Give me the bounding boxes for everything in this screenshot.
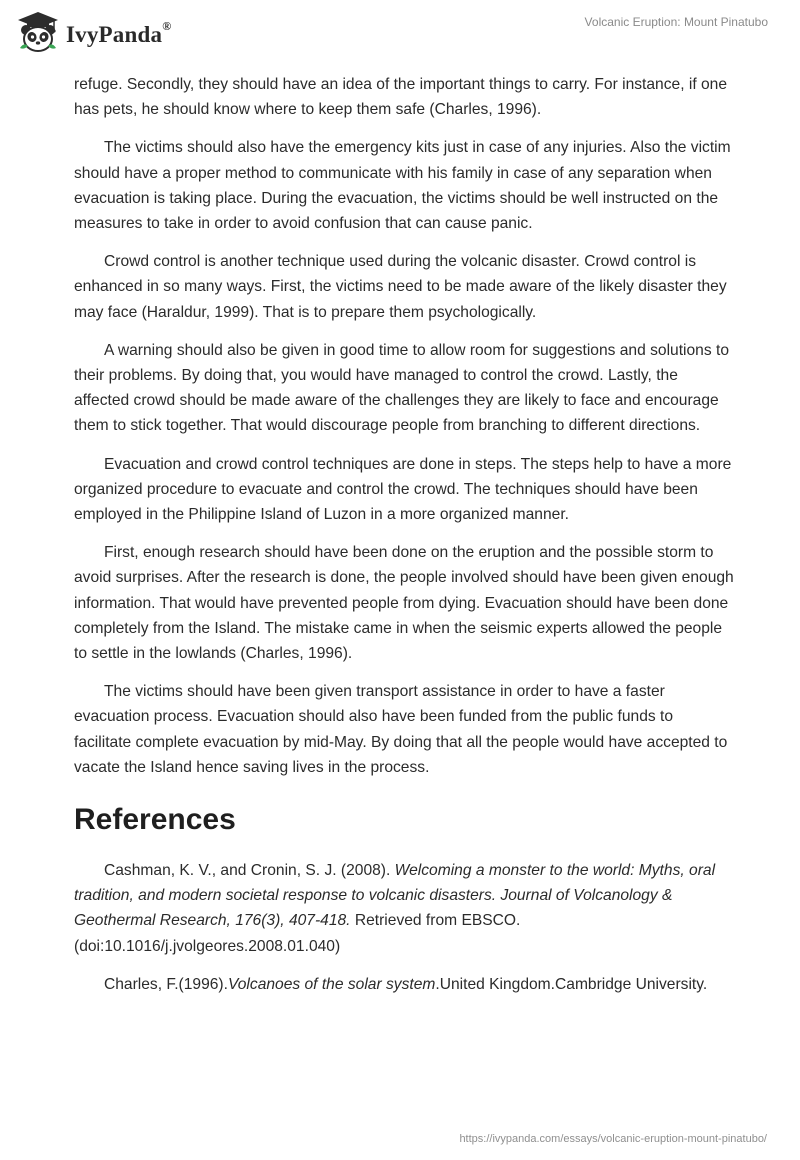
brand-name: IvyPanda® <box>66 19 172 47</box>
essay-body <box>74 72 734 1010</box>
reference-item <box>74 858 734 959</box>
paragraph: First, enough research should have been done on the eruption and the possible storm to avoid surprises. After the research is done, the people involved should have been given enough information. That would have prevented people from dying. Evacuation should have been done completely from the Island. The mistake came in when the seismic experts allowed the people to settle in the lowlands (Charles, 1996). <box>74 544 734 663</box>
references-heading: References <box>74 803 236 837</box>
paragraph: refuge. Secondly, they should have an idea of the important things to carry. For instance, if one has pets, he should know where to keep them safe (Charles, 1996). <box>74 76 728 119</box>
document-title: Volcanic Eruption: Mount Pinatubo <box>584 15 768 29</box>
reference-authors: Charles, F.(1996). <box>104 975 228 993</box>
paragraph: The victims should have been given transport assistance in order to have a faster evacuation process. Evacuation should also have been funded from the public funds to facilitate complete evacuation by mid-May. By doing that all the people would have accepted to vacate the Island hence saving lives in the process. <box>74 683 728 776</box>
reference-title: Welcoming a monster to the world: Myths, oral tradition, and modern societal response to volcanic disasters. Journal of Volcanology & Geothermal Research, 176(3), 407-418. <box>74 862 716 930</box>
reference-title: Volcanoes of the solar system <box>227 975 436 993</box>
page-header <box>0 0 800 72</box>
reference-source: Retrieved from EBSCO. (doi:10.1016/j.jvolgeores.2008.01.040) <box>74 912 521 955</box>
reference-authors: Cashman, K. V., and Cronin, S. J. (2008). <box>104 862 395 880</box>
paragraph: A warning should also be given in good time to allow room for suggestions and solutions to their problems. By doing that, you would have managed to control the crowd. Lastly, the affected crowd should be made aware of the challenges they are likely to face and encourage them to stick together. That would discourage people from branching to different directions. <box>74 341 729 435</box>
reference-source: .United Kingdom.Cambridge University. <box>435 975 708 993</box>
brand-logo[interactable] <box>14 8 171 56</box>
paragraph: The victims should also have the emergency kits just in case of any injuries. Also the victim should have a proper method to communicate with his family in case of any separation when evacuation is taking place. During the evacuation, the victims should be well instructed on the measures to take in order to avoid confusion that can cause panic. <box>74 139 731 233</box>
source-url-link[interactable]: https://ivypanda.com/essays/volcanic-eruption-mount-pinatubo/ <box>459 1133 767 1145</box>
reference-item <box>74 972 734 997</box>
paragraph: Crowd control is another technique used during the volcanic disaster. Crowd control is enhanced in so many ways. First, the victims need to be made aware of the likely disaster they may face (Haraldur, 1999). That is to prepare them psychologically. <box>74 253 727 321</box>
panda-logo-icon <box>14 8 62 56</box>
paragraph: Evacuation and crowd control techniques are done in steps. The steps help to have a more organized procedure to evacuate and control the crowd. The techniques should have been employed in the Philippine Island of Luzon in a more organized manner. <box>74 455 732 524</box>
